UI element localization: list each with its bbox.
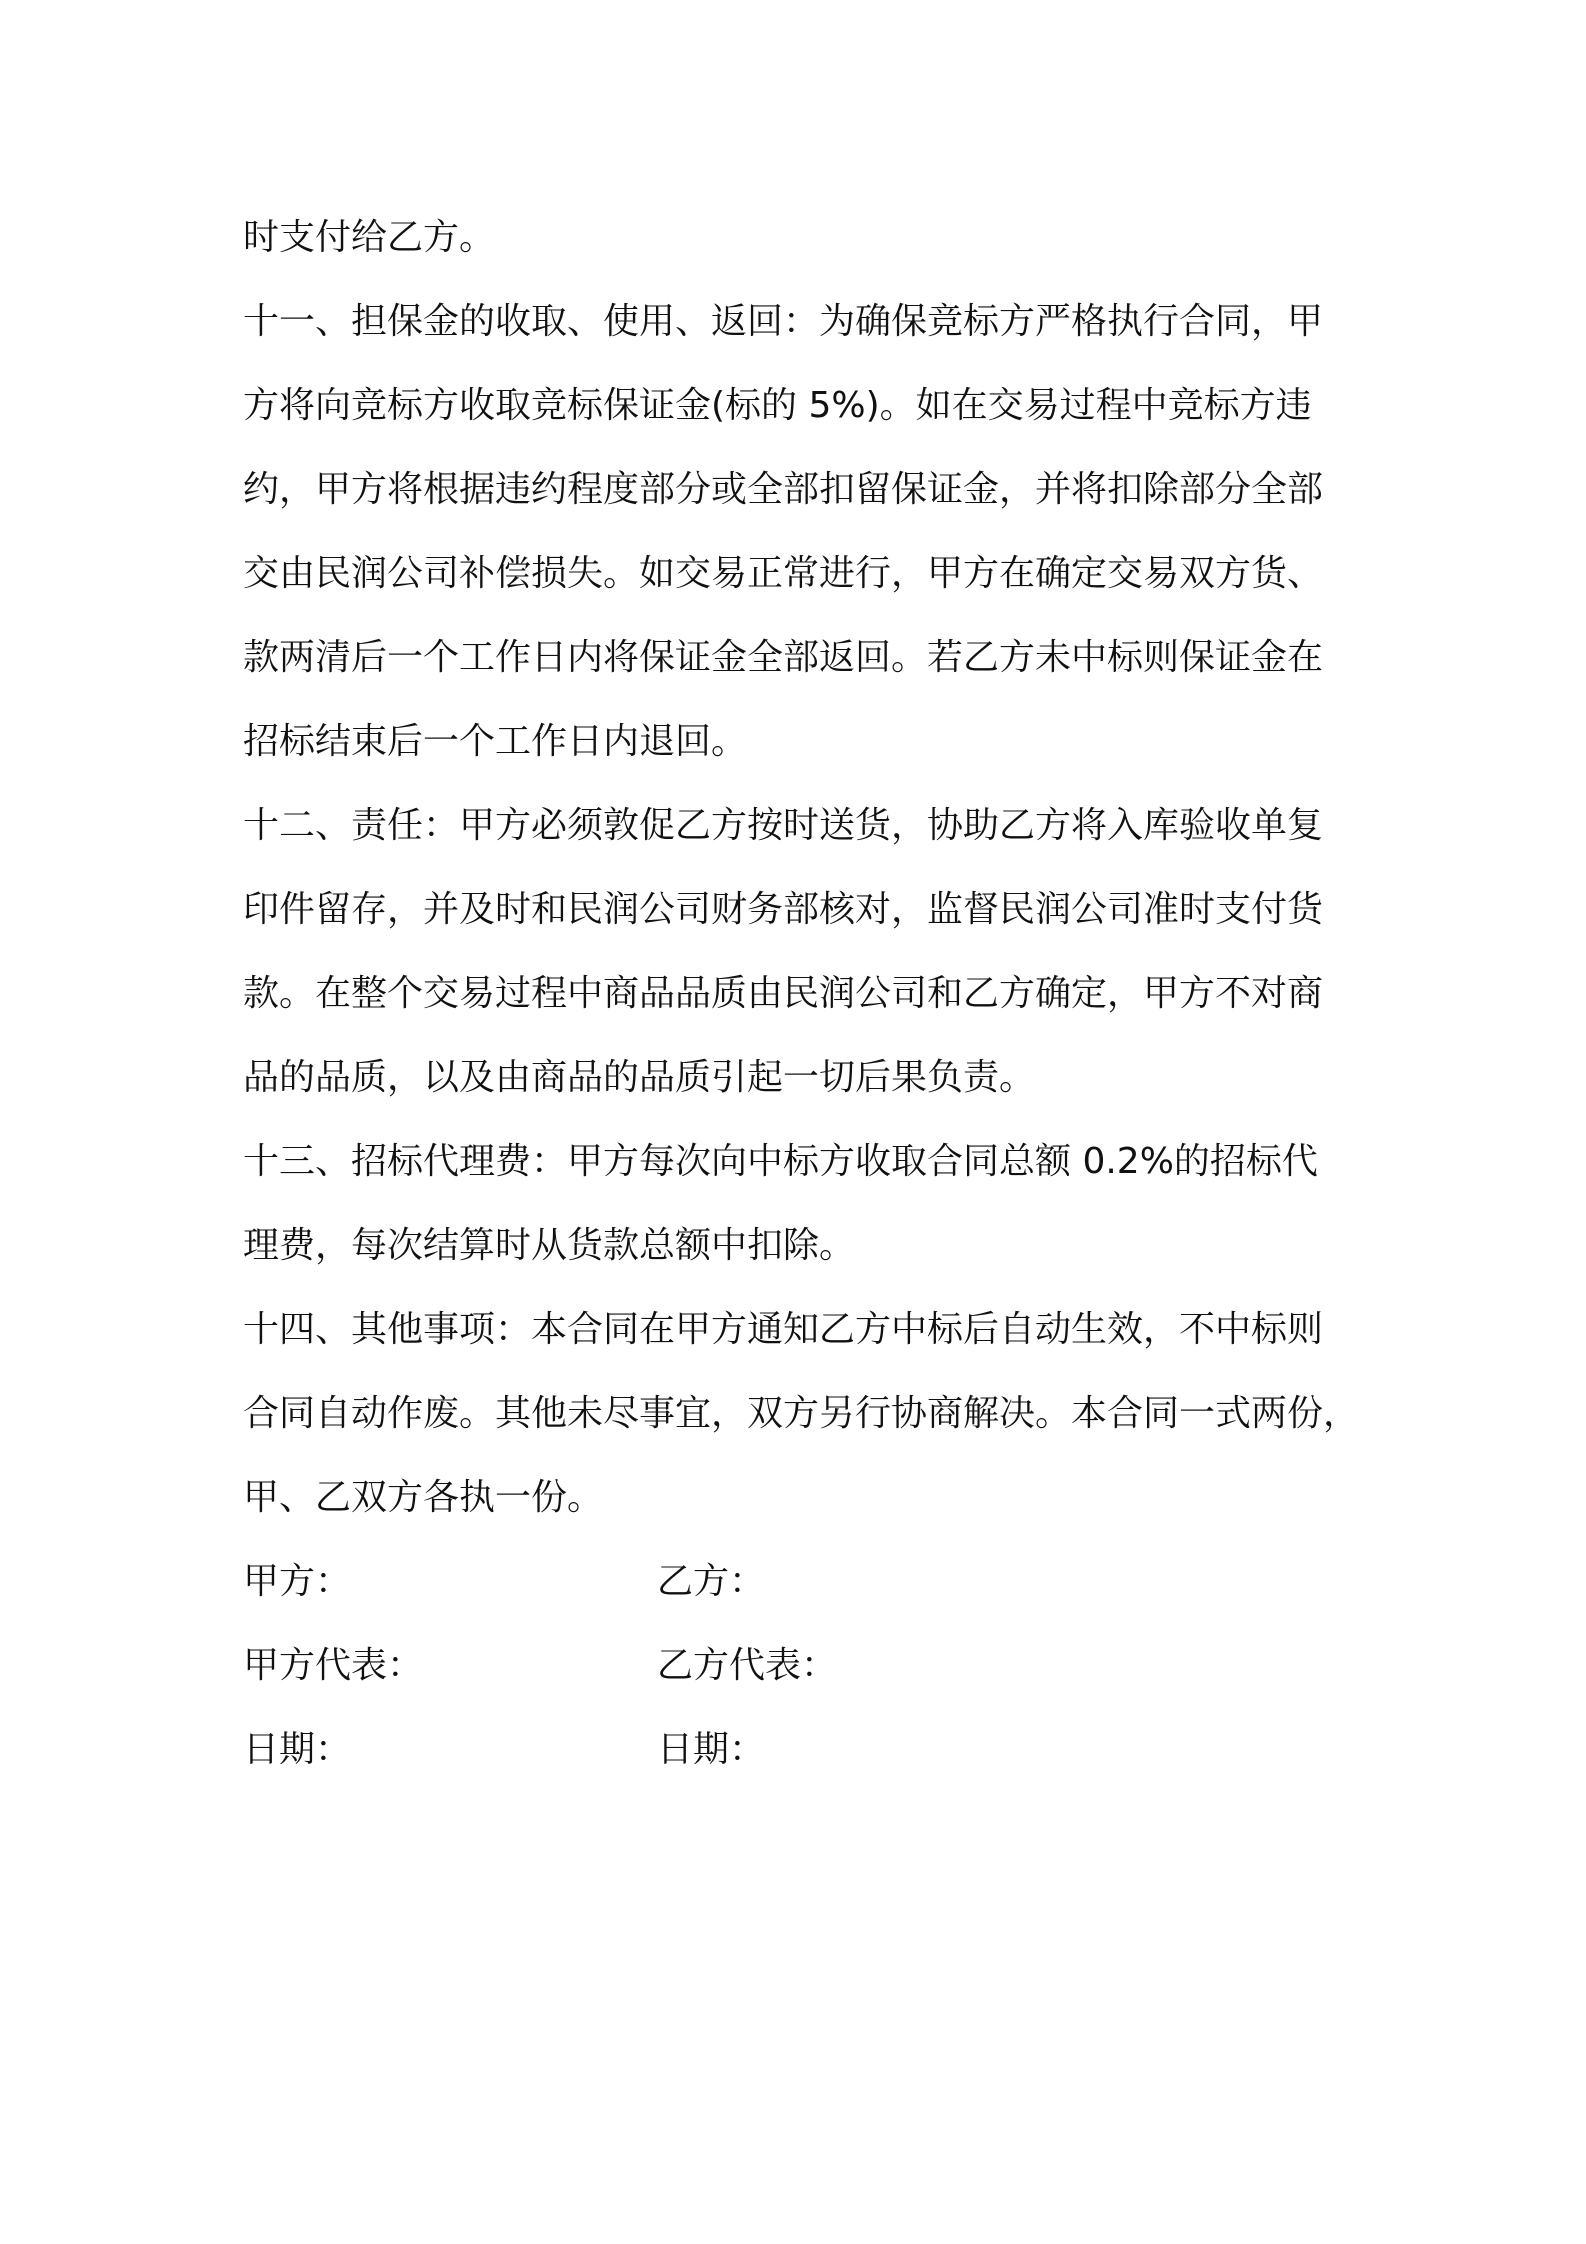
text-line: 时支付给乙方。 [243,217,496,258]
signature-row-party [243,1540,1353,1624]
text-line: 十二、责任：甲方必须敦促乙方按时送货，协助乙方将入库验收单复 [243,805,1324,846]
text-line: 款两清后一个工作日内将保证金全部返回。若乙方未中标则保证金在 [243,637,1324,678]
text-line: 交由民润公司补偿损失。如交易正常进行，甲方在确定交易双方货、 [243,553,1324,594]
text-line: 十一、担保金的收取、使用、返回：为确保竞标方严格执行合同，甲 [243,301,1324,342]
text-line: 方将向竞标方收取竞标保证金(标的 5%)。如在交易过程中竞标方违 [243,385,1312,426]
text-line: 理费，每次结算时从货款总额中扣除。 [243,1225,856,1266]
text-line: 印件留存，并及时和民润公司财务部核对，监督民润公司准时支付货 [243,889,1324,930]
text-line: 品的品质，以及由商品的品质引起一切后果负责。 [243,1057,1036,1098]
text-line: 招标结束后一个工作日内退回。 [243,721,748,762]
text-line: 甲、乙双方各执一份。 [243,1477,604,1518]
party-a-label: 甲方： [243,1561,352,1602]
party-a-rep-label: 甲方代表： [243,1645,424,1686]
text-line: 款。在整个交易过程中商品品质由民润公司和乙方确定，甲方不对商 [243,973,1324,1014]
document-page [243,196,1360,1792]
signature-row-date [243,1708,1353,1792]
party-b-rep-label: 乙方代表： [657,1645,838,1686]
text-line: 十四、其他事项：本合同在甲方通知乙方中标后自动生效，不中标则 [243,1309,1324,1350]
date-b-label: 日期： [657,1729,766,1770]
date-a-label: 日期： [243,1729,352,1770]
text-line: 十三、招标代理费：甲方每次向中标方收取合同总额 0.2%的招标代 [243,1141,1318,1182]
party-b-label: 乙方： [657,1561,766,1602]
text-line: 约，甲方将根据违约程度部分或全部扣留保证金，并将扣除部分全部 [243,469,1324,510]
signature-row-representative [243,1624,1353,1708]
text-line: 合同自动作废。其他未尽事宜，双方另行协商解决。本合同一式两份， [243,1393,1360,1434]
